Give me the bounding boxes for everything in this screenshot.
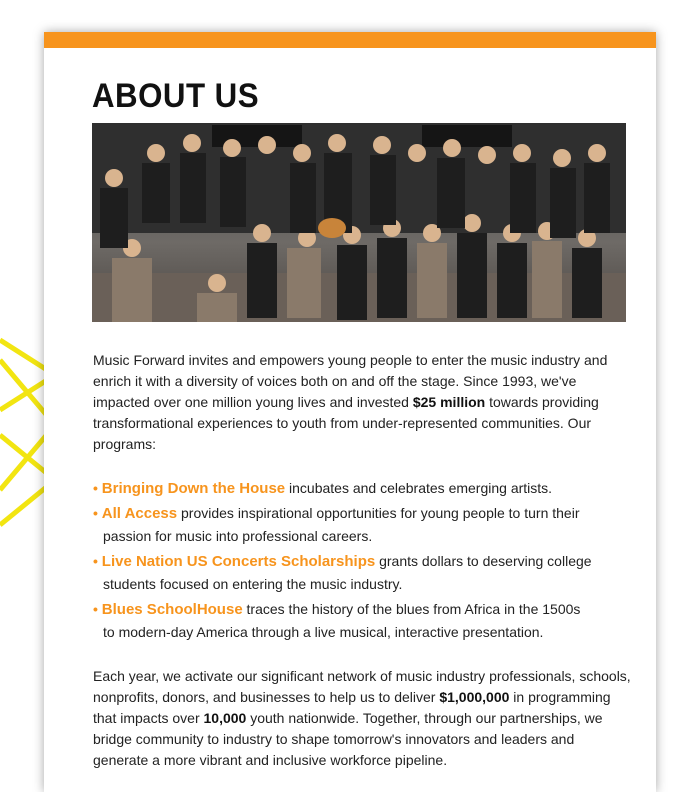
programming-amount: $1,000,000 <box>439 689 510 705</box>
about-text <box>93 350 633 771</box>
program-description-continued: to modern-day America through a live musical, interactive presentation. <box>103 624 544 640</box>
program-description: traces the history of the blues from Africa in the 1500s <box>242 601 581 617</box>
page-title: ABOUT US <box>92 77 260 115</box>
program-name: Live Nation US Concerts Scholarships <box>101 553 376 570</box>
list-item <box>93 550 633 596</box>
program-list <box>93 477 633 644</box>
closing-paragraph <box>93 666 633 771</box>
list-item <box>93 598 633 644</box>
program-name: All Access <box>101 505 178 522</box>
bullet-icon: • <box>93 480 98 496</box>
program-description-continued: students focused on entering the music industry. <box>103 576 403 592</box>
intro-text: Music Forward invites and empowers young people to enter the music industry and enrich it with a diversity of voices both on and off the stage. Since 1993, we've impacted over one million young lives and invested <box>93 352 608 410</box>
group-photo-icon <box>92 123 626 322</box>
intro-text-end: towards providing transformational experiences to youth from under-represented communities. Our programs: <box>93 394 599 452</box>
bullet-icon: • <box>93 601 98 617</box>
program-description: provides inspirational opportunities for young people to turn their <box>177 505 580 521</box>
closing-text: Each year, we activate our significant network of music industry professionals, schools, nonprofits, donors, and businesses to help us to deliver <box>93 668 631 705</box>
intro-investment-amount: $25 million <box>412 394 486 410</box>
bullet-icon: • <box>93 553 98 569</box>
orange-accent-bar <box>44 32 656 48</box>
group-photo <box>92 123 626 322</box>
list-item <box>93 477 633 500</box>
program-name: Bringing Down the House <box>101 480 286 497</box>
closing-text-end: youth nationwide. Together, through our partnerships, we bridge community to industry to shape tomorrow's innovators and leaders and generate a more vibrant and inclusive workforce pipeline. <box>93 710 603 768</box>
about-card <box>44 32 656 792</box>
program-description-continued: passion for music into professional careers. <box>103 528 373 544</box>
program-description: incubates and celebrates emerging artists. <box>285 480 553 496</box>
list-item <box>93 502 633 548</box>
program-name: Blues SchoolHouse <box>101 601 243 618</box>
bullet-icon: • <box>93 505 98 521</box>
intro-paragraph <box>93 350 633 455</box>
program-description: grants dollars to deserving college <box>375 553 592 569</box>
youth-count: 10,000 <box>203 710 247 726</box>
closing-text: in programming that impacts over <box>93 689 611 726</box>
